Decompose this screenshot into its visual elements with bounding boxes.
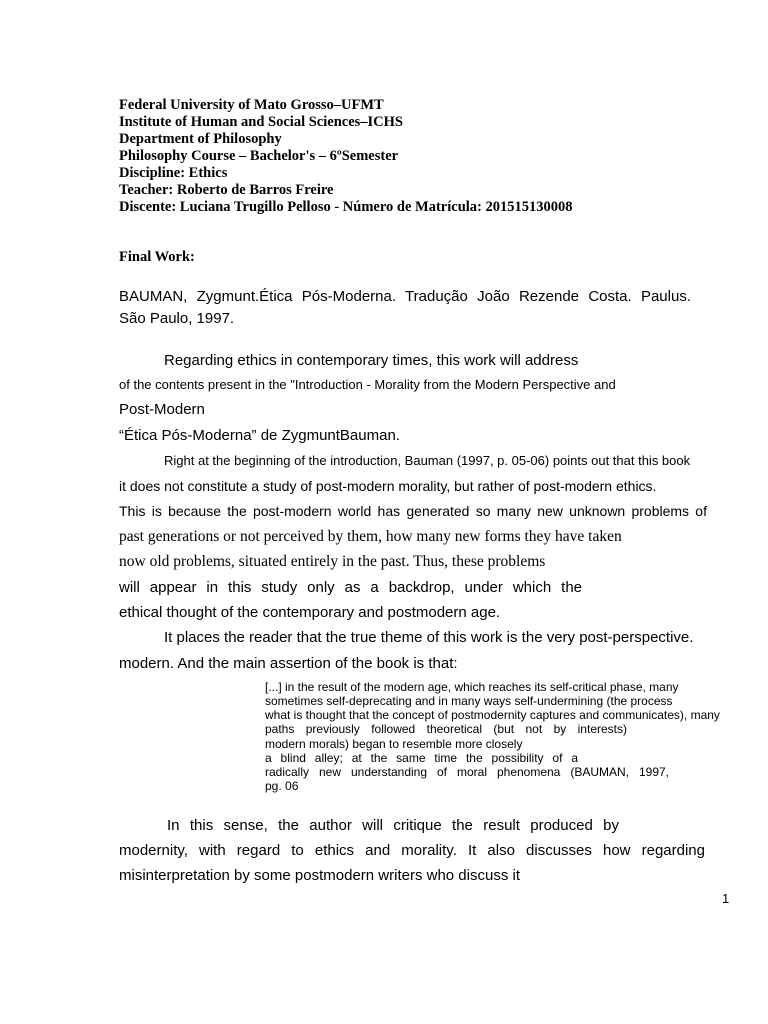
quote-line-8: pg. 06 — [265, 779, 299, 793]
para1-line-1: Regarding ethics in contemporary times, this work will address — [164, 352, 579, 369]
institute-line: Institute of Human and Social Sciences–ICHS — [119, 114, 403, 130]
para4-line-1: In this sense, the author will critique the result produced by — [167, 817, 619, 834]
para2-line-4: past generations or not perceived by them, how many new forms they have taken — [119, 528, 622, 545]
quote-line-7: radically new understanding of moral phenomena (BAUMAN, 1997, — [265, 765, 669, 779]
department-line: Department of Philosophy — [119, 131, 282, 147]
reference-line-1: BAUMAN, Zygmunt.Ética Pós-Moderna. Tradução João Rezende Costa. Paulus. — [119, 288, 691, 305]
para1-line-2: of the contents present in the "Introduction - Morality from the Modern Perspective and — [119, 377, 616, 392]
quote-line-5: modern morals) began to resemble more closely — [265, 737, 523, 751]
para2-line-5: now old problems, situated entirely in the past. Thus, these problems — [119, 553, 546, 570]
para3-line-1: It places the reader that the true theme of this work is the very post-perspective. — [164, 629, 694, 646]
para2-line-6: will appear in this study only as a backdrop, under which the — [119, 579, 582, 596]
quote-line-3: what is thought that the concept of postmodernity captures and communicates), many — [265, 708, 720, 722]
para2-line-7: ethical thought of the contemporary and postmodern age. — [119, 604, 501, 621]
quote-line-1: [...] in the result of the modern age, which reaches its self-critical phase, many — [265, 680, 679, 694]
para4-line-2: modernity, with regard to ethics and morality. It also discusses how regarding — [119, 842, 705, 859]
discipline-line: Discipline: Ethics — [119, 165, 228, 181]
quote-line-4: paths previously followed theoretical (but not by interests) — [265, 722, 627, 736]
para3-line-2: modern. And the main assertion of the book is that: — [119, 655, 458, 672]
para4-line-3: misinterpretation by some postmodern writers who discuss it — [119, 867, 520, 884]
page-number: 1 — [722, 891, 730, 906]
student-line: Discente: Luciana Trugillo Pelloso - Número de Matrícula: 201515130008 — [119, 199, 573, 215]
para1-line-3: Post-Modern — [119, 401, 205, 418]
teacher-line: Teacher: Roberto de Barros Freire — [119, 182, 334, 198]
reference-line-2: São Paulo, 1997. — [119, 310, 235, 327]
para2-line-2: it does not constitute a study of post-modern morality, but rather of post-modern ethics. — [119, 478, 657, 494]
para1-line-4: “Ética Pós-Moderna” de ZygmuntBauman. — [119, 427, 400, 444]
final-work-label: Final Work: — [119, 249, 195, 265]
quote-line-6: a blind alley; at the same time the possibility of a — [265, 751, 578, 765]
quote-line-2: sometimes self-deprecating and in many ways self-undermining (the process — [265, 694, 673, 708]
course-line: Philosophy Course – Bachelor's – 6ºSemester — [119, 148, 399, 164]
para2-line-1: Right at the beginning of the introduction, Bauman (1997, p. 05-06) points out that this book — [164, 453, 691, 468]
university-line: Federal University of Mato Grosso–UFMT — [119, 97, 384, 113]
para2-line-3: This is because the post-modern world has generated so many new unknown problems of — [119, 503, 707, 519]
